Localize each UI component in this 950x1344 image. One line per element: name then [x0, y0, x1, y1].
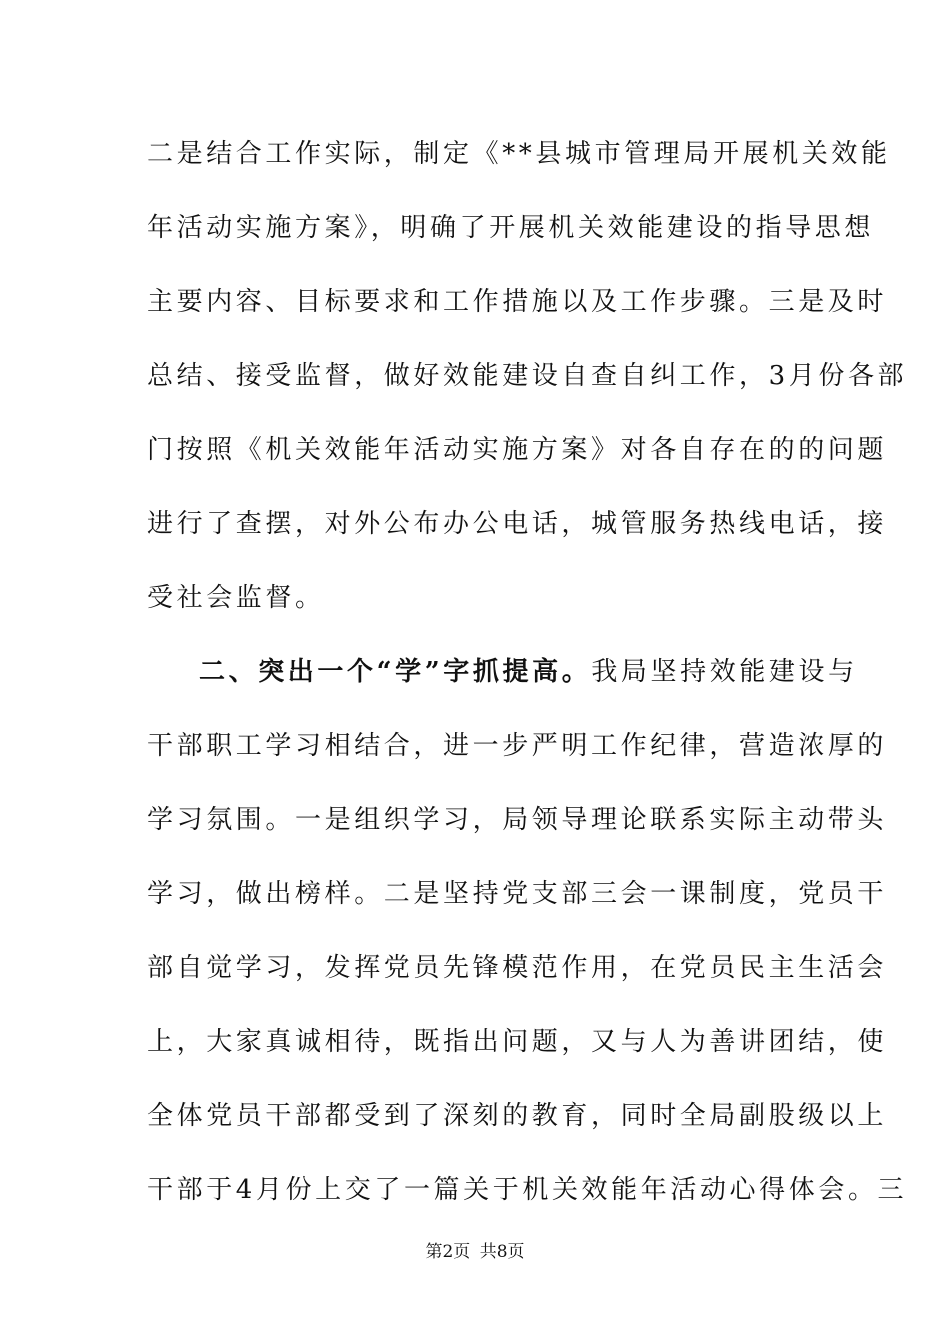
section-heading-line — [147, 644, 858, 718]
paragraph-line: 学习氛围。一是组织学习，局领导理论联系实际主动带头 — [147, 805, 888, 835]
section-heading-rest: 我局坚持效能建设与 — [591, 657, 858, 687]
paragraph-line: 全体党员干部都受到了深刻的教育，同时全局副股级以上 — [147, 1101, 888, 1131]
page-total: 共8页 — [479, 1242, 525, 1262]
paragraph-line: 干部职工学习相结合，进一步严明工作纪律，营造浓厚的 — [147, 731, 888, 761]
section-heading: 二、突出一个“学”字抓提高。 — [199, 657, 592, 687]
page-number: 第2页 — [425, 1242, 471, 1262]
paragraph-line: 进行了查摆，对外公布办公电话，城管服务热线电话，接 — [147, 509, 888, 539]
paragraph-line: 年活动实施方案》，明确了开展机关效能建设的指导思想 — [147, 213, 875, 243]
paragraph-line: 部自觉学习，发挥党员先锋模范作用，在党员民主生活会 — [147, 953, 888, 983]
page-footer — [0, 1240, 950, 1264]
paragraph-line: 学习，做出榜样。二是坚持党支部三会一课制度，党员干 — [147, 879, 888, 909]
paragraph-line: 受社会监督。 — [147, 583, 325, 613]
paragraph-line: 上，大家真诚相待，既指出问题，又与人为善讲团结，使 — [147, 1027, 888, 1057]
paragraph-line: 门按照《机关效能年活动实施方案》对各自存在的的问题 — [147, 435, 888, 465]
body-text — [147, 126, 908, 1236]
paragraph-line: 总结、接受监督，做好效能建设自查自纠工作，3月份各部 — [147, 361, 908, 391]
paragraph-line: 主要内容、目标要求和工作措施以及工作步骤。三是及时 — [147, 287, 888, 317]
paragraph-line: 二是结合工作实际，制定《**县城市管理局开展机关效能 — [147, 139, 891, 169]
paragraph-line: 干部于4月份上交了一篇关于机关效能年活动心得体会。三 — [147, 1175, 908, 1205]
